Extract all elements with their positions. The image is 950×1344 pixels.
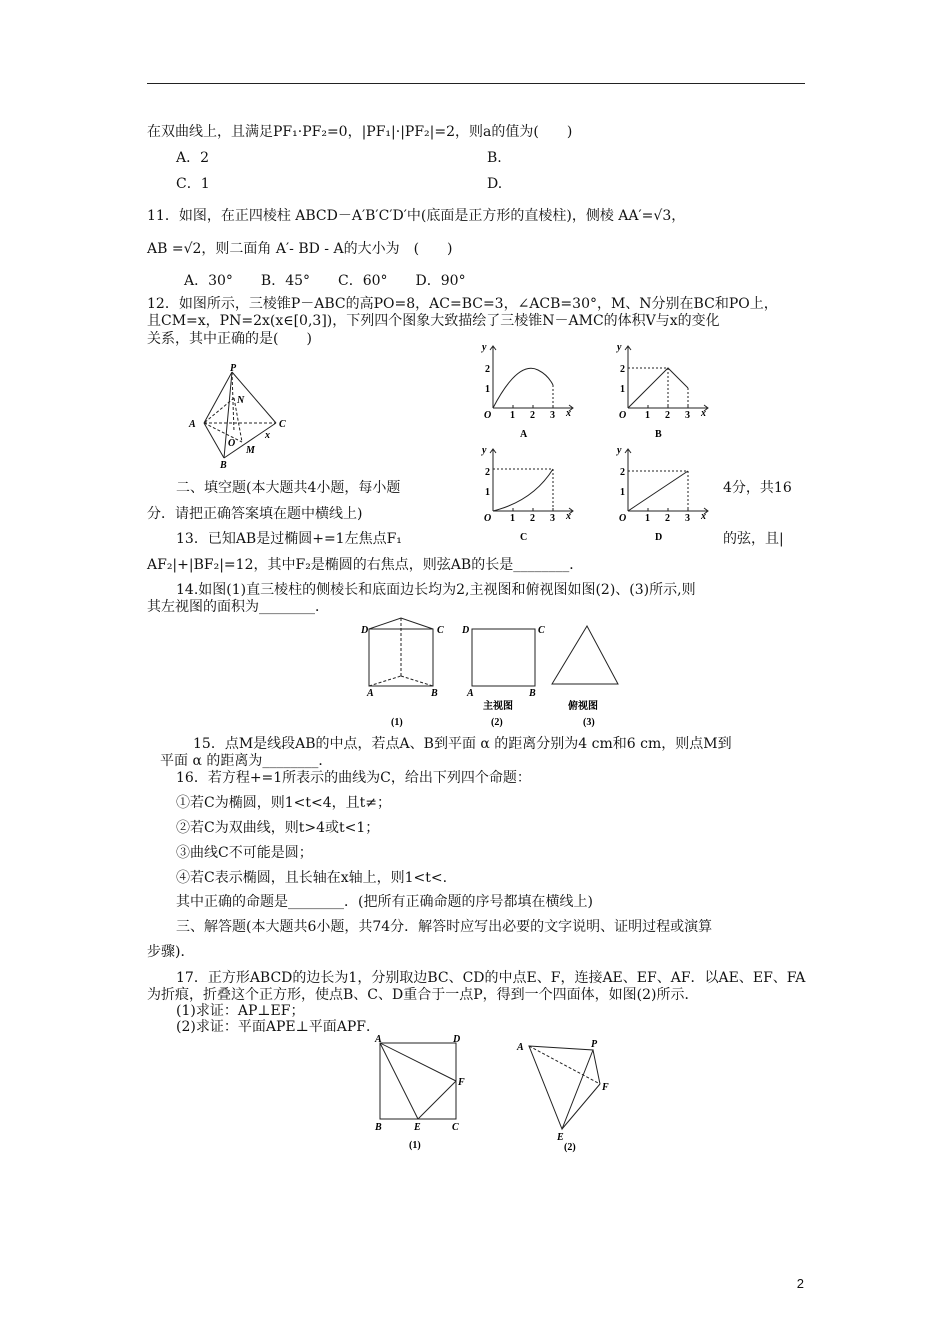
graph-d-caption: D bbox=[655, 532, 663, 543]
graph-c bbox=[478, 443, 578, 543]
header-rule bbox=[147, 83, 805, 84]
fig17-num-1: (1) bbox=[409, 1140, 421, 1151]
graph-a-ytick2: 2 bbox=[485, 364, 490, 375]
q11-options: A．30° B．45° C．60° D．90° bbox=[184, 273, 466, 289]
q12-stem-line1: 12．如图所示，三棱锥P－ABC的高PO=8，AC=BC=3，∠ACB=30°，M、N分别在BC和PO上， bbox=[147, 296, 778, 312]
q10-option-b: B. bbox=[487, 150, 502, 166]
q14-line2: 其左视图的面积为________． bbox=[147, 599, 329, 615]
q15-line2: 平面 α 的距离为________． bbox=[160, 753, 333, 769]
pyramid-label-c: C bbox=[279, 419, 286, 430]
graph-a-x: x bbox=[566, 408, 571, 419]
q16-prop-1: ①若C为椭圆，则1<t<4，且t≠； bbox=[176, 795, 391, 811]
square-label-a: A bbox=[375, 1034, 382, 1045]
tetra-label-p: P bbox=[591, 1039, 598, 1050]
fig14-num-3: (3) bbox=[583, 717, 595, 728]
front-label-c: C bbox=[538, 625, 545, 636]
q13-line1-right: 的弦，且| bbox=[723, 531, 784, 547]
graph-b-y: y bbox=[617, 342, 622, 353]
folding-figure bbox=[365, 1034, 625, 1156]
square-label-d: D bbox=[453, 1034, 461, 1045]
section3-heading-line1: 三、解答题(本大题共6小题，共74分．解答时应写出必要的文字说明、证明过程或演算 bbox=[176, 919, 713, 935]
tetra-label-e: E bbox=[557, 1132, 564, 1143]
prism-label-b: B bbox=[431, 688, 438, 699]
front-label-b: B bbox=[529, 688, 536, 699]
graph-c-x: x bbox=[566, 511, 571, 522]
fig14-num-2: (2) bbox=[491, 717, 503, 728]
q16-answer-line: 其中正确的命题是________．(把所有正确命题的序号都填在横线上) bbox=[176, 894, 593, 910]
q10-option-d: D. bbox=[487, 176, 503, 192]
graph-a bbox=[478, 340, 578, 440]
graph-b-caption: B bbox=[655, 429, 662, 440]
section2-heading-line2: 分．请把正确答案填在题中横线上) bbox=[147, 506, 363, 522]
graph-b bbox=[613, 340, 713, 440]
top-view-name: 俯视图 bbox=[568, 701, 598, 712]
section2-heading-right: 4分，共16 bbox=[723, 480, 792, 496]
graph-d-x: x bbox=[701, 511, 706, 522]
graph-a-caption: A bbox=[520, 429, 528, 440]
q10-stem-tail: 在双曲线上，且满足PF₁·PF₂=0，|PF₁|·|PF₂|=2，则a的值为( ) bbox=[147, 124, 573, 140]
graph-b-tick2: 2 bbox=[665, 410, 670, 421]
q17-line2: 为折痕，折叠这个正方形，使点B、C、D重合于一点P，得到一个四面体，如图(2)所示． bbox=[147, 987, 699, 1003]
pyramid-label-x: x bbox=[265, 430, 270, 441]
graph-d-origin: O bbox=[619, 513, 627, 524]
graph-c-origin: O bbox=[484, 513, 492, 524]
page-number: 2 bbox=[796, 1276, 804, 1291]
fig17-num-2: (2) bbox=[564, 1142, 576, 1153]
q11-stem-line2: AB =√2，则二面角 A′- BD - A的大小为 ( ) bbox=[147, 241, 453, 257]
graph-c-caption: C bbox=[520, 532, 528, 543]
pyramid-label-a: A bbox=[189, 419, 196, 430]
tetra-label-a: A bbox=[517, 1042, 524, 1053]
graph-c-ytick1: 1 bbox=[485, 487, 490, 498]
graph-b-x: x bbox=[701, 408, 706, 419]
graph-c-ytick2: 2 bbox=[485, 467, 490, 478]
graph-d bbox=[613, 443, 713, 543]
q16-stem: 16．若方程+=1所表示的曲线为C，给出下列四个命题： bbox=[176, 770, 531, 786]
graph-d-ytick1: 1 bbox=[620, 487, 625, 498]
prism-label-a: A bbox=[367, 688, 374, 699]
q16-prop-4: ④若C表示椭圆，且长轴在x轴上，则1<t<. bbox=[176, 870, 448, 886]
q17-line1: 17．正方形ABCD的边长为1，分别取边BC、CD的中点E、F，连接AE、EF、AF．以AE、EF、FA bbox=[176, 970, 806, 986]
section2-heading-left: 二、填空题(本大题共4小题，每小题 bbox=[176, 480, 401, 496]
graph-a-ytick1: 1 bbox=[485, 384, 490, 395]
graph-b-ytick1: 1 bbox=[620, 384, 625, 395]
graph-b-tick3: 3 bbox=[685, 410, 690, 421]
q16-prop-2: ②若C为双曲线，则t>4或t<1； bbox=[176, 820, 380, 836]
graph-d-tick1: 1 bbox=[645, 513, 650, 524]
q12-stem-line3: 关系，其中正确的是( ) bbox=[147, 331, 312, 347]
graph-a-y: y bbox=[482, 342, 487, 353]
tetra-label-f: F bbox=[602, 1082, 609, 1093]
prism-views-figure bbox=[355, 616, 620, 732]
q16-prop-3: ③曲线C不可能是圆； bbox=[176, 845, 313, 861]
pyramid-label-m: M bbox=[246, 445, 255, 456]
front-label-d: D bbox=[462, 625, 470, 636]
q15-line1: 15．点M是线段AB的中点，若点A、B到平面 α 的距离分别为4 cm和6 cm，则点M到 bbox=[193, 736, 732, 752]
graph-a-tick3: 3 bbox=[550, 410, 555, 421]
graph-d-ytick2: 2 bbox=[620, 467, 625, 478]
front-label-a: A bbox=[467, 688, 474, 699]
q13-line2: AF₂|+|BF₂|=12，其中F₂是椭圆的右焦点，则弦AB的长是________． bbox=[147, 557, 584, 573]
pyramid-label-b: B bbox=[220, 460, 227, 471]
q12-stem-line2: 且CM=x，PN=2x(x∈[0,3])，下列四个图象大致描绘了三棱锥N－AMC的体积V与x的变化 bbox=[147, 313, 720, 329]
graph-d-tick2: 2 bbox=[665, 513, 670, 524]
square-label-b: B bbox=[375, 1122, 382, 1133]
square-label-c: C bbox=[452, 1122, 459, 1133]
q10-option-a: A．2 bbox=[176, 150, 210, 166]
graph-d-tick3: 3 bbox=[685, 513, 690, 524]
prism-label-c: C bbox=[437, 625, 444, 636]
pyramid-label-n: N bbox=[237, 395, 245, 406]
section3-heading-line2: 步骤)． bbox=[147, 944, 195, 960]
q17-part2: (2)求证：平面APE⊥平面APF． bbox=[176, 1019, 380, 1035]
graph-b-tick1: 1 bbox=[645, 410, 650, 421]
pyramid-figure bbox=[180, 360, 295, 472]
graph-c-tick3: 3 bbox=[550, 513, 555, 524]
square-label-f: F bbox=[458, 1077, 465, 1088]
prism-label-d: D bbox=[361, 625, 369, 636]
q17-part1: (1)求证：AP⊥EF； bbox=[176, 1003, 305, 1019]
square-label-e: E bbox=[414, 1122, 421, 1133]
graph-c-tick2: 2 bbox=[530, 513, 535, 524]
graph-c-y: y bbox=[482, 445, 487, 456]
graph-b-origin: O bbox=[619, 410, 627, 421]
pyramid-label-p: P bbox=[230, 363, 237, 374]
graph-c-tick1: 1 bbox=[510, 513, 515, 524]
graph-d-y: y bbox=[617, 445, 622, 456]
q13-line1-left: 13．已知AB是过椭圆+=1左焦点F₁ bbox=[176, 531, 402, 547]
fig14-num-1: (1) bbox=[391, 717, 403, 728]
graph-a-origin: O bbox=[484, 410, 492, 421]
pyramid-label-o: O bbox=[228, 438, 236, 449]
graph-a-tick1: 1 bbox=[510, 410, 515, 421]
front-view-name: 主视图 bbox=[483, 701, 513, 712]
graph-a-tick2: 2 bbox=[530, 410, 535, 421]
q10-option-c: C．1 bbox=[176, 176, 210, 192]
q11-stem-line1: 11．如图，在正四棱柱 ABCD－A′B′C′D′中(底面是正方形的直棱柱)，侧棱 AA′=√3， bbox=[147, 208, 686, 224]
q14-line1: 14.如图(1)直三棱柱的侧棱长和底面边长均为2,主视图和俯视图如图(2)、(3)所示,则 bbox=[176, 582, 696, 598]
graph-b-ytick2: 2 bbox=[620, 364, 625, 375]
